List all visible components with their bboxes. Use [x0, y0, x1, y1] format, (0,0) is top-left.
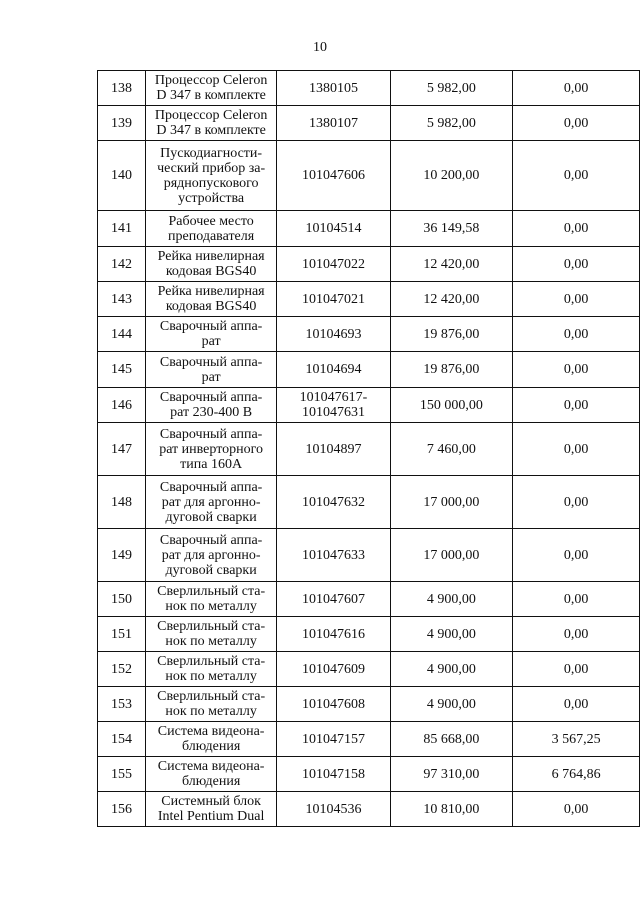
item-name-line: нок по металлу [165, 599, 257, 614]
residual-value-cell: 0,00 [513, 352, 640, 388]
cost-cell: 19 876,00 [390, 317, 512, 352]
table-row [98, 722, 640, 757]
inventory-code-line: 101047616 [301, 626, 365, 642]
table-row [98, 617, 640, 652]
item-name-line: Сварочный аппа- [159, 354, 263, 370]
cost-cell: 7 460,00 [390, 423, 512, 476]
inventory-code-cell [277, 282, 391, 317]
table-row [98, 388, 640, 423]
row-number-cell: 147 [98, 423, 146, 476]
inventory-code-line: 101047633 [301, 547, 365, 563]
residual-value-cell: 0,00 [513, 792, 640, 827]
row-number-cell: 156 [98, 792, 146, 827]
inventory-code-line: 10104897 [305, 441, 362, 457]
inventory-code-cell [277, 529, 391, 582]
row-number-cell: 138 [98, 71, 146, 106]
inventory-code-cell [277, 423, 391, 476]
item-name-cell [146, 652, 277, 687]
item-name-line: нок по металлу [165, 704, 257, 719]
table-row [98, 141, 640, 211]
row-number-cell: 145 [98, 352, 146, 388]
item-name-line: Процессор Celeron [154, 73, 268, 88]
item-name-cell [146, 757, 277, 792]
cost-cell: 4 900,00 [390, 582, 512, 617]
item-name-line: Сварочный аппа- [159, 426, 263, 442]
inventory-code-cell [277, 582, 391, 617]
item-name-line: Intel Pentium Dual [157, 809, 265, 824]
item-name-cell [146, 317, 277, 352]
inventory-code-line: 101047608 [301, 696, 365, 712]
cost-cell: 19 876,00 [390, 352, 512, 388]
residual-value-cell: 0,00 [513, 529, 640, 582]
residual-value-cell: 0,00 [513, 687, 640, 722]
cost-cell: 10 200,00 [390, 141, 512, 211]
cost-cell: 12 420,00 [390, 282, 512, 317]
residual-value-cell: 0,00 [513, 652, 640, 687]
inventory-code-cell [277, 247, 391, 282]
item-name-line: типа 160А [180, 456, 243, 472]
residual-value-cell: 0,00 [513, 423, 640, 476]
item-name-line: дуговой сварки [165, 562, 257, 578]
item-name-cell [146, 282, 277, 317]
item-name-line: рат 230-400 В [170, 405, 253, 420]
item-name-line: рат для аргонно- [161, 494, 261, 510]
item-name-line: блюдения [181, 774, 241, 789]
inventory-code-line: 101047157 [301, 731, 365, 747]
residual-value-cell: 0,00 [513, 71, 640, 106]
inventory-code-cell [277, 757, 391, 792]
inventory-code-line: 1380105 [308, 80, 358, 96]
item-name-line: нок по металлу [165, 669, 257, 684]
residual-value-cell: 0,00 [513, 211, 640, 247]
inventory-code-line: 101047617- [299, 390, 368, 405]
residual-value-cell: 0,00 [513, 476, 640, 529]
item-name-cell [146, 352, 277, 388]
inventory-code-line: 101047609 [301, 661, 365, 677]
inventory-code-line: 10104694 [305, 362, 362, 377]
item-name-line: D 347 в комплекте [156, 88, 266, 103]
inventory-code-line: 101047632 [301, 494, 365, 510]
table-row [98, 71, 640, 106]
inventory-code-cell [277, 722, 391, 757]
table-row [98, 792, 640, 827]
row-number-cell: 155 [98, 757, 146, 792]
item-name-cell [146, 582, 277, 617]
row-number-cell: 139 [98, 106, 146, 141]
inventory-code-cell [277, 317, 391, 352]
item-name-line: преподавателя [168, 228, 255, 244]
table-row [98, 282, 640, 317]
cost-cell: 4 900,00 [390, 687, 512, 722]
inventory-code-line: 10104514 [305, 221, 362, 236]
item-name-line: ческий прибор за- [157, 160, 266, 176]
item-name-line: D 347 в комплекте [156, 123, 266, 138]
row-number-cell: 153 [98, 687, 146, 722]
table-row [98, 529, 640, 582]
cost-cell: 5 982,00 [390, 106, 512, 141]
inventory-code-cell [277, 211, 391, 247]
item-name-cell [146, 529, 277, 582]
inventory-code-line: 1380107 [308, 115, 358, 131]
item-name-cell [146, 476, 277, 529]
item-name-line: Сварочный аппа- [159, 479, 263, 495]
cost-cell: 150 000,00 [390, 388, 512, 423]
item-name-line: Рабочее место [168, 213, 254, 229]
inventory-code-line: 10104536 [305, 801, 362, 817]
row-number-cell: 141 [98, 211, 146, 247]
inventory-code-cell [277, 141, 391, 211]
item-name-line: Сверлильный ста- [157, 689, 266, 704]
cost-cell: 36 149,58 [390, 211, 512, 247]
cost-cell: 17 000,00 [390, 529, 512, 582]
item-name-cell [146, 722, 277, 757]
inventory-code-cell [277, 617, 391, 652]
row-number-cell: 152 [98, 652, 146, 687]
table-row [98, 106, 640, 141]
item-name-line: нок по металлу [165, 634, 257, 649]
inventory-code-cell [277, 476, 391, 529]
table-row [98, 211, 640, 247]
item-name-line: рат инверторного [159, 441, 264, 457]
residual-value-cell: 0,00 [513, 317, 640, 352]
inventory-code-cell [277, 106, 391, 141]
cost-cell: 5 982,00 [390, 71, 512, 106]
item-name-line: Системный блок [161, 794, 261, 809]
item-name-line: рат для аргонно- [161, 547, 261, 563]
cost-cell: 97 310,00 [390, 757, 512, 792]
item-name-line: Сверлильный ста- [157, 619, 266, 634]
cost-cell: 4 900,00 [390, 617, 512, 652]
table-row [98, 757, 640, 792]
row-number-cell: 148 [98, 476, 146, 529]
residual-value-cell: 0,00 [513, 106, 640, 141]
item-name-cell [146, 141, 277, 211]
item-name-line: Сварочный аппа- [159, 390, 263, 405]
item-name-line: Рейка нивелирная [157, 249, 265, 264]
table-row [98, 423, 640, 476]
page-number: 10 [313, 40, 327, 55]
item-name-line: Сверлильный ста- [157, 584, 266, 599]
item-name-line: кодовая BGS40 [165, 264, 257, 279]
table-row [98, 687, 640, 722]
item-name-cell [146, 106, 277, 141]
item-name-line: дуговой сварки [165, 509, 257, 525]
item-name-line: Система видеона- [157, 724, 265, 739]
item-name-line: Пускодиагности- [160, 145, 263, 161]
item-name-line: ряднопускового [163, 175, 259, 191]
row-number-cell: 140 [98, 141, 146, 211]
item-name-line: блюдения [181, 739, 241, 754]
table-row [98, 352, 640, 388]
row-number-cell: 150 [98, 582, 146, 617]
table-row [98, 476, 640, 529]
item-name-line: Сверлильный ста- [157, 654, 266, 669]
residual-value-cell: 0,00 [513, 141, 640, 211]
row-number-cell: 142 [98, 247, 146, 282]
item-name-line: рат [201, 334, 221, 349]
inventory-code-line: 101047158 [301, 766, 365, 782]
residual-value-cell: 0,00 [513, 282, 640, 317]
residual-value-cell: 0,00 [513, 247, 640, 282]
residual-value-cell: 0,00 [513, 617, 640, 652]
inventory-code-cell [277, 388, 391, 423]
residual-value-cell: 0,00 [513, 388, 640, 423]
inventory-table [97, 70, 640, 827]
residual-value-cell: 3 567,25 [513, 722, 640, 757]
item-name-cell [146, 71, 277, 106]
item-name-line: Рейка нивелирная [157, 284, 265, 299]
row-number-cell: 146 [98, 388, 146, 423]
table-row [98, 247, 640, 282]
cost-cell: 12 420,00 [390, 247, 512, 282]
row-number-cell: 151 [98, 617, 146, 652]
inventory-code-line: 10104693 [305, 326, 362, 342]
table-row [98, 652, 640, 687]
item-name-line: рат [201, 369, 221, 385]
inventory-code-cell [277, 652, 391, 687]
item-name-cell [146, 211, 277, 247]
inventory-code-line: 101047607 [301, 591, 365, 607]
item-name-cell [146, 247, 277, 282]
row-number-cell: 144 [98, 317, 146, 352]
table-row [98, 582, 640, 617]
inventory-code-line: 101047022 [301, 256, 365, 272]
item-name-line: Сварочный аппа- [159, 532, 263, 548]
item-name-line: кодовая BGS40 [165, 299, 257, 314]
table-row [98, 317, 640, 352]
residual-value-cell: 6 764,86 [513, 757, 640, 792]
row-number-cell: 149 [98, 529, 146, 582]
item-name-cell [146, 388, 277, 423]
item-name-cell [146, 617, 277, 652]
row-number-cell: 143 [98, 282, 146, 317]
item-name-line: Система видеона- [157, 759, 265, 774]
inventory-code-line: 101047021 [301, 291, 365, 307]
item-name-cell [146, 423, 277, 476]
inventory-table-body [98, 71, 640, 827]
item-name-line: устройства [178, 190, 245, 206]
item-name-cell [146, 687, 277, 722]
inventory-code-cell [277, 71, 391, 106]
row-number-cell: 154 [98, 722, 146, 757]
residual-value-cell: 0,00 [513, 582, 640, 617]
cost-cell: 4 900,00 [390, 652, 512, 687]
inventory-code-line: 101047631 [301, 405, 365, 420]
item-name-line: Сварочный аппа- [159, 319, 263, 334]
cost-cell: 85 668,00 [390, 722, 512, 757]
inventory-code-cell [277, 352, 391, 388]
inventory-code-cell [277, 687, 391, 722]
inventory-code-cell [277, 792, 391, 827]
item-name-line: Процессор Celeron [154, 108, 268, 123]
cost-cell: 10 810,00 [390, 792, 512, 827]
inventory-code-line: 101047606 [301, 168, 365, 183]
cost-cell: 17 000,00 [390, 476, 512, 529]
item-name-cell [146, 792, 277, 827]
